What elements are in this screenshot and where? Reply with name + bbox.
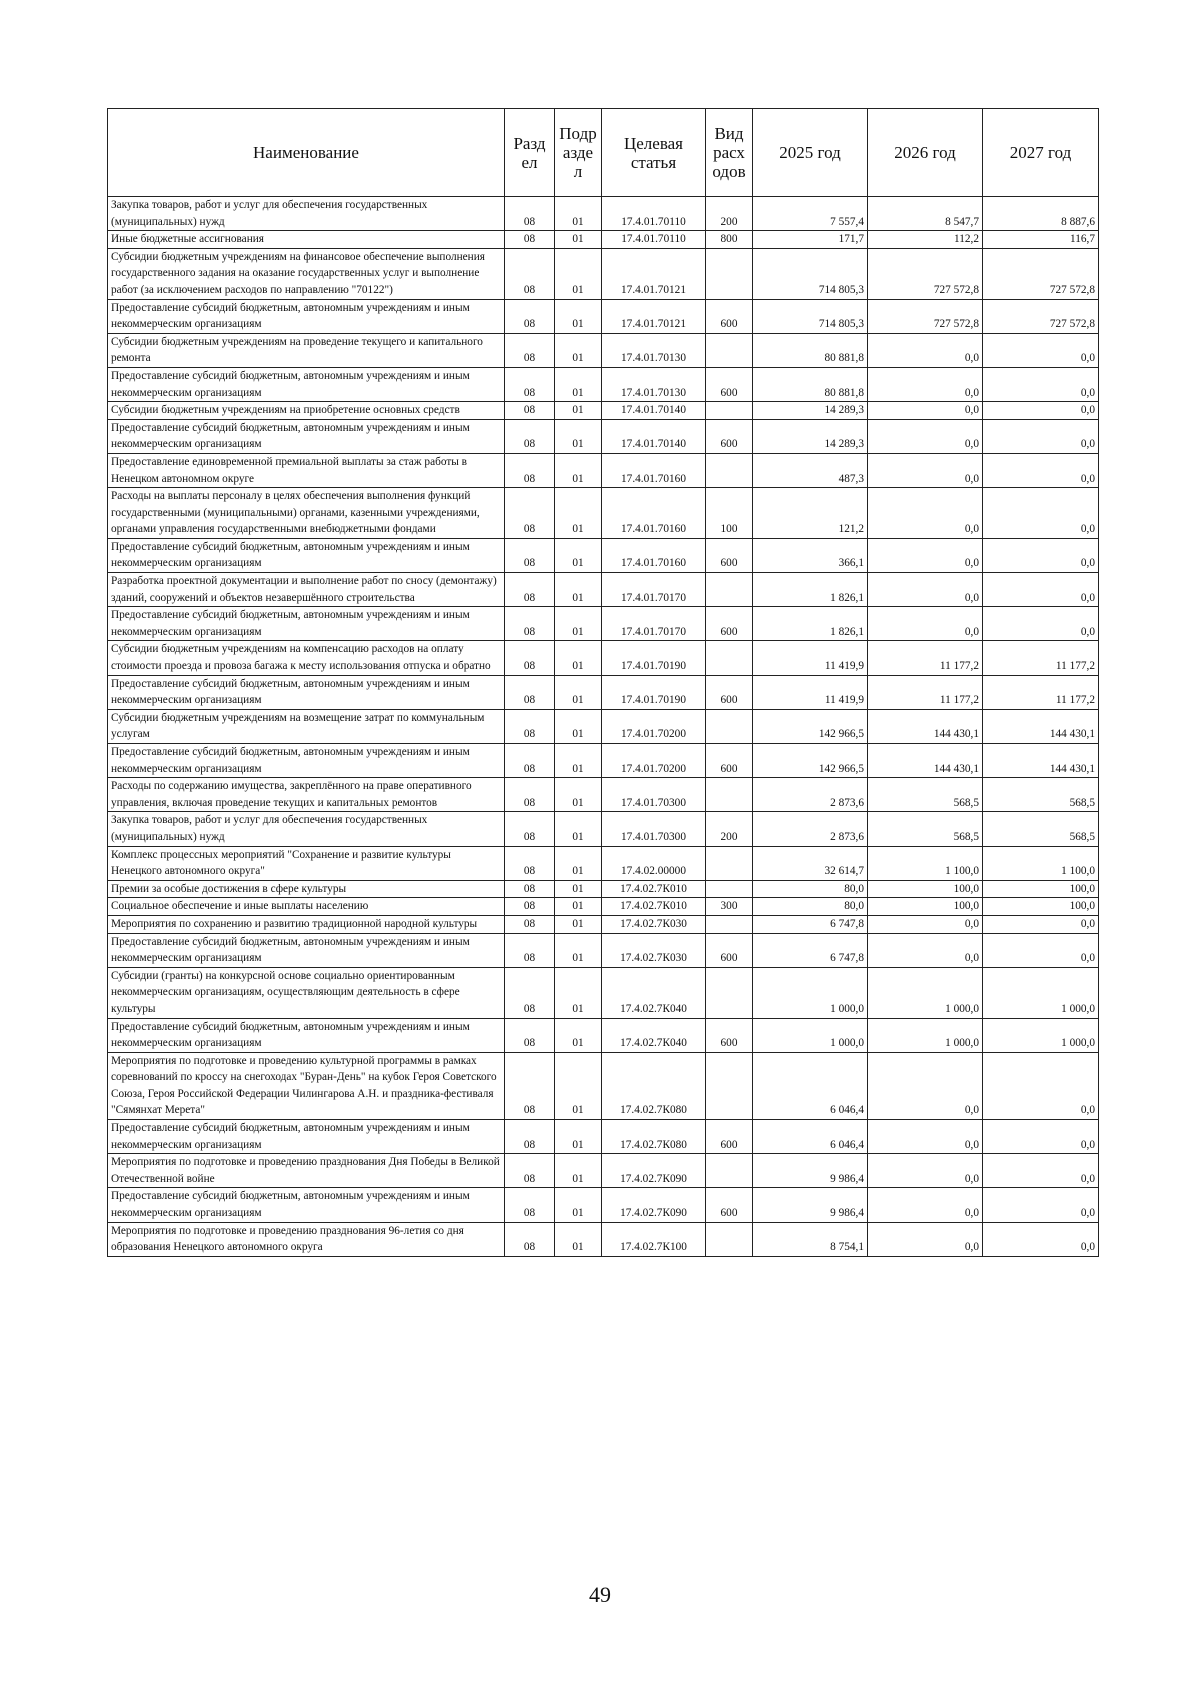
row-2025: 1 000,0: [753, 967, 868, 1018]
row-2025: 6 747,8: [753, 933, 868, 967]
row-2025: 366,1: [753, 538, 868, 572]
row-2027: 727 572,8: [983, 248, 1099, 299]
row-name: Субсидии бюджетным учреждениям на проведение текущего и капитального ремонта: [108, 333, 505, 367]
row-2027: 100,0: [983, 880, 1099, 898]
row-2025: 14 289,3: [753, 419, 868, 453]
row-2026: 0,0: [868, 488, 983, 539]
table-row: [108, 898, 1099, 916]
row-vid: 600: [706, 367, 753, 401]
row-vid: 600: [706, 419, 753, 453]
row-podrazdel: 01: [555, 846, 602, 880]
row-article: 17.4.01.70110: [602, 231, 706, 249]
row-article: 17.4.01.70160: [602, 453, 706, 487]
row-article: 17.4.01.70130: [602, 367, 706, 401]
row-name: Предоставление субсидий бюджетным, автономным учреждениям и иным некоммерческим организациям: [108, 1120, 505, 1154]
row-razdel: 08: [505, 812, 555, 846]
row-2027: 0,0: [983, 1052, 1099, 1119]
row-podrazdel: 01: [555, 709, 602, 743]
row-article: 17.4.01.70140: [602, 419, 706, 453]
row-2027: 0,0: [983, 915, 1099, 933]
table-row: [108, 299, 1099, 333]
table-row: [108, 367, 1099, 401]
row-article: 17.4.01.70140: [602, 402, 706, 420]
row-2027: 0,0: [983, 1222, 1099, 1256]
row-article: 17.4.01.70300: [602, 778, 706, 812]
table-row: [108, 709, 1099, 743]
row-razdel: 08: [505, 778, 555, 812]
row-vid: 600: [706, 299, 753, 333]
row-podrazdel: 01: [555, 402, 602, 420]
row-article: 17.4.02.00000: [602, 846, 706, 880]
row-name: Социальное обеспечение и иные выплаты населению: [108, 898, 505, 916]
row-name: Предоставление субсидий бюджетным, автономным учреждениям и иным некоммерческим организациям: [108, 1018, 505, 1052]
row-podrazdel: 01: [555, 299, 602, 333]
row-podrazdel: 01: [555, 1052, 602, 1119]
row-article: 17.4.01.70200: [602, 709, 706, 743]
row-razdel: 08: [505, 1154, 555, 1188]
row-article: 17.4.01.70300: [602, 812, 706, 846]
row-2025: 80 881,8: [753, 367, 868, 401]
row-2025: 714 805,3: [753, 248, 868, 299]
table-row: [108, 419, 1099, 453]
row-razdel: 08: [505, 607, 555, 641]
row-vid: 800: [706, 231, 753, 249]
row-vid: [706, 880, 753, 898]
row-vid: [706, 709, 753, 743]
row-2026: 0,0: [868, 1154, 983, 1188]
row-2025: 11 419,9: [753, 641, 868, 675]
row-podrazdel: 01: [555, 197, 602, 231]
row-name: Предоставление субсидий бюджетным, автономным учреждениям и иным некоммерческим организациям: [108, 419, 505, 453]
row-name: Закупка товаров, работ и услуг для обеспечения государственных (муниципальных) нужд: [108, 197, 505, 231]
table-row: [108, 231, 1099, 249]
row-name: Предоставление субсидий бюджетным, автономным учреждениям и иным некоммерческим организациям: [108, 675, 505, 709]
row-vid: [706, 573, 753, 607]
row-razdel: 08: [505, 248, 555, 299]
row-2027: 1 000,0: [983, 967, 1099, 1018]
row-razdel: 08: [505, 1222, 555, 1256]
table-row: [108, 744, 1099, 778]
row-razdel: 08: [505, 1188, 555, 1222]
row-podrazdel: 01: [555, 915, 602, 933]
row-razdel: 08: [505, 538, 555, 572]
row-2027: 8 887,6: [983, 197, 1099, 231]
row-2025: 80 881,8: [753, 333, 868, 367]
table-row: [108, 1018, 1099, 1052]
row-podrazdel: 01: [555, 488, 602, 539]
row-name: Разработка проектной документации и выполнение работ по сносу (демонтажу) зданий, сооружений и объектов незавершённого строительства: [108, 573, 505, 607]
row-2026: 0,0: [868, 1188, 983, 1222]
row-razdel: 08: [505, 846, 555, 880]
table-row: [108, 1052, 1099, 1119]
table-body: [108, 197, 1099, 1257]
row-razdel: 08: [505, 1018, 555, 1052]
row-article: 17.4.01.70121: [602, 248, 706, 299]
row-razdel: 08: [505, 367, 555, 401]
row-article: 17.4.01.70170: [602, 607, 706, 641]
row-2025: 142 966,5: [753, 744, 868, 778]
row-podrazdel: 01: [555, 1222, 602, 1256]
row-name: Предоставление единовременной премиальной выплаты за стаж работы в Ненецком автономном округе: [108, 453, 505, 487]
row-2026: 0,0: [868, 1120, 983, 1154]
row-vid: 600: [706, 538, 753, 572]
row-article: 17.4.02.7К080: [602, 1052, 706, 1119]
header-vid: Вид расх одов: [706, 109, 753, 197]
row-2027: 0,0: [983, 333, 1099, 367]
table-row: [108, 812, 1099, 846]
row-article: 17.4.02.7К030: [602, 933, 706, 967]
table-row: [108, 197, 1099, 231]
table-row: [108, 488, 1099, 539]
row-article: 17.4.01.70200: [602, 744, 706, 778]
row-razdel: 08: [505, 573, 555, 607]
row-article: 17.4.01.70130: [602, 333, 706, 367]
row-2027: 144 430,1: [983, 709, 1099, 743]
row-razdel: 08: [505, 641, 555, 675]
row-2026: 0,0: [868, 933, 983, 967]
row-razdel: 08: [505, 333, 555, 367]
row-vid: [706, 333, 753, 367]
table-header: [108, 109, 1099, 197]
row-2026: 568,5: [868, 812, 983, 846]
row-vid: [706, 778, 753, 812]
row-2027: 144 430,1: [983, 744, 1099, 778]
row-2027: 727 572,8: [983, 299, 1099, 333]
table-row: [108, 880, 1099, 898]
row-2025: 11 419,9: [753, 675, 868, 709]
row-2025: 1 000,0: [753, 1018, 868, 1052]
row-2026: 8 547,7: [868, 197, 983, 231]
row-2027: 1 100,0: [983, 846, 1099, 880]
row-podrazdel: 01: [555, 538, 602, 572]
row-article: 17.4.01.70160: [602, 538, 706, 572]
header-article: Целевая статья: [602, 109, 706, 197]
row-name: Субсидии (гранты) на конкурсной основе социально ориентированным некоммерческим организациям, осуществляющим деятельность в сфере культуры: [108, 967, 505, 1018]
row-2026: 100,0: [868, 880, 983, 898]
row-article: 17.4.02.7К100: [602, 1222, 706, 1256]
header-podrazdel: Подр азде л: [555, 109, 602, 197]
row-vid: 600: [706, 744, 753, 778]
row-article: 17.4.02.7К010: [602, 898, 706, 916]
row-name: Закупка товаров, работ и услуг для обеспечения государственных (муниципальных) нужд: [108, 812, 505, 846]
row-vid: [706, 453, 753, 487]
row-2027: 0,0: [983, 402, 1099, 420]
row-2027: 0,0: [983, 488, 1099, 539]
table-row: [108, 675, 1099, 709]
row-podrazdel: 01: [555, 675, 602, 709]
row-razdel: 08: [505, 880, 555, 898]
row-name: Субсидии бюджетным учреждениям на компенсацию расходов на оплату стоимости проезда и провоза багажа к месту использования отпуска и обратно: [108, 641, 505, 675]
table-row: [108, 641, 1099, 675]
row-2026: 11 177,2: [868, 641, 983, 675]
row-razdel: 08: [505, 709, 555, 743]
row-name: Предоставление субсидий бюджетным, автономным учреждениям и иным некоммерческим организациям: [108, 933, 505, 967]
row-2027: 0,0: [983, 607, 1099, 641]
table-row: [108, 933, 1099, 967]
row-2027: 116,7: [983, 231, 1099, 249]
row-podrazdel: 01: [555, 641, 602, 675]
header-2025: 2025 год: [753, 109, 868, 197]
row-2025: 8 754,1: [753, 1222, 868, 1256]
table-row: [108, 778, 1099, 812]
row-razdel: 08: [505, 898, 555, 916]
table-row: [108, 248, 1099, 299]
row-2025: 9 986,4: [753, 1188, 868, 1222]
row-podrazdel: 01: [555, 1188, 602, 1222]
row-2025: 7 557,4: [753, 197, 868, 231]
row-article: 17.4.01.70121: [602, 299, 706, 333]
row-article: 17.4.01.70190: [602, 675, 706, 709]
table-row: [108, 967, 1099, 1018]
row-article: 17.4.01.70170: [602, 573, 706, 607]
row-2025: 6 046,4: [753, 1052, 868, 1119]
row-podrazdel: 01: [555, 367, 602, 401]
row-podrazdel: 01: [555, 607, 602, 641]
row-razdel: 08: [505, 744, 555, 778]
row-vid: [706, 967, 753, 1018]
row-vid: 100: [706, 488, 753, 539]
row-2025: 80,0: [753, 898, 868, 916]
table-row: [108, 453, 1099, 487]
row-name: Мероприятия по сохранению и развитию традиционной народной культуры: [108, 915, 505, 933]
row-vid: [706, 1154, 753, 1188]
row-razdel: 08: [505, 488, 555, 539]
table-row: [108, 1222, 1099, 1256]
row-article: 17.4.02.7К080: [602, 1120, 706, 1154]
row-name: Предоставление субсидий бюджетным, автономным учреждениям и иным некоммерческим организациям: [108, 1188, 505, 1222]
row-2026: 727 572,8: [868, 299, 983, 333]
row-vid: 600: [706, 607, 753, 641]
row-vid: [706, 248, 753, 299]
row-podrazdel: 01: [555, 898, 602, 916]
row-2027: 11 177,2: [983, 641, 1099, 675]
row-article: 17.4.02.7К040: [602, 967, 706, 1018]
header-2026: 2026 год: [868, 109, 983, 197]
row-article: 17.4.01.70160: [602, 488, 706, 539]
row-razdel: 08: [505, 933, 555, 967]
row-2027: 568,5: [983, 812, 1099, 846]
row-razdel: 08: [505, 675, 555, 709]
row-2025: 1 826,1: [753, 607, 868, 641]
row-vid: [706, 915, 753, 933]
row-2025: 487,3: [753, 453, 868, 487]
row-name: Предоставление субсидий бюджетным, автономным учреждениям и иным некоммерческим организациям: [108, 299, 505, 333]
row-razdel: 08: [505, 1120, 555, 1154]
header-name: Наименование: [108, 109, 505, 197]
row-2027: 0,0: [983, 1188, 1099, 1222]
row-name: Иные бюджетные ассигнования: [108, 231, 505, 249]
row-2026: 11 177,2: [868, 675, 983, 709]
row-2025: 6 046,4: [753, 1120, 868, 1154]
row-2026: 727 572,8: [868, 248, 983, 299]
row-2027: 1 000,0: [983, 1018, 1099, 1052]
row-2027: 100,0: [983, 898, 1099, 916]
row-name: Субсидии бюджетным учреждениям на возмещение затрат по коммунальным услугам: [108, 709, 505, 743]
row-2026: 1 000,0: [868, 967, 983, 1018]
row-2027: 568,5: [983, 778, 1099, 812]
row-podrazdel: 01: [555, 231, 602, 249]
row-2025: 1 826,1: [753, 573, 868, 607]
row-article: 17.4.02.7К040: [602, 1018, 706, 1052]
table-row: [108, 1154, 1099, 1188]
row-2027: 0,0: [983, 1120, 1099, 1154]
table-row: [108, 573, 1099, 607]
row-podrazdel: 01: [555, 573, 602, 607]
row-vid: [706, 1222, 753, 1256]
row-2026: 568,5: [868, 778, 983, 812]
row-2026: 0,0: [868, 333, 983, 367]
row-2025: 6 747,8: [753, 915, 868, 933]
row-article: 17.4.01.70190: [602, 641, 706, 675]
row-name: Премии за особые достижения в сфере культуры: [108, 880, 505, 898]
row-2026: 144 430,1: [868, 709, 983, 743]
table-row: [108, 1120, 1099, 1154]
row-razdel: 08: [505, 967, 555, 1018]
row-podrazdel: 01: [555, 248, 602, 299]
row-2026: 1 100,0: [868, 846, 983, 880]
row-2027: 0,0: [983, 419, 1099, 453]
row-vid: 200: [706, 812, 753, 846]
row-name: Расходы на выплаты персоналу в целях обеспечения выполнения функций государственными (муниципальными) органами, казенными учреждениями, органами управления государственными внебюджетными фондами: [108, 488, 505, 539]
row-podrazdel: 01: [555, 1018, 602, 1052]
row-2025: 2 873,6: [753, 778, 868, 812]
row-podrazdel: 01: [555, 453, 602, 487]
row-2027: 0,0: [983, 367, 1099, 401]
table-row: [108, 607, 1099, 641]
row-vid: [706, 641, 753, 675]
row-name: Мероприятия по подготовке и проведению культурной программы в рамках соревнований по кроссу на снегоходах "Буран-День" на кубок Героя Советского Союза, Героя Российской Федерации Чилингарова А.Н. и праздника-фестиваля "Сямянхат Мерета": [108, 1052, 505, 1119]
row-vid: 600: [706, 1120, 753, 1154]
table-row: [108, 333, 1099, 367]
row-2025: 32 614,7: [753, 846, 868, 880]
row-razdel: 08: [505, 419, 555, 453]
row-article: 17.4.01.70110: [602, 197, 706, 231]
row-2026: 100,0: [868, 898, 983, 916]
row-2026: 0,0: [868, 367, 983, 401]
row-name: Мероприятия по подготовке и проведению празднования 96-летия со дня образования Ненецкого автономного округа: [108, 1222, 505, 1256]
row-podrazdel: 01: [555, 778, 602, 812]
row-vid: [706, 846, 753, 880]
table-row: [108, 538, 1099, 572]
row-vid: 600: [706, 675, 753, 709]
table-row: [108, 1188, 1099, 1222]
row-podrazdel: 01: [555, 880, 602, 898]
header-2027: 2027 год: [983, 109, 1099, 197]
row-razdel: 08: [505, 231, 555, 249]
row-2026: 0,0: [868, 419, 983, 453]
header-row: [108, 109, 1099, 197]
row-razdel: 08: [505, 915, 555, 933]
row-name: Предоставление субсидий бюджетным, автономным учреждениям и иным некоммерческим организациям: [108, 607, 505, 641]
row-vid: 600: [706, 933, 753, 967]
row-2026: 0,0: [868, 1052, 983, 1119]
budget-table: [107, 108, 1099, 1257]
row-2027: 0,0: [983, 453, 1099, 487]
row-2027: 0,0: [983, 573, 1099, 607]
row-2026: 112,2: [868, 231, 983, 249]
row-name: Предоставление субсидий бюджетным, автономным учреждениям и иным некоммерческим организациям: [108, 744, 505, 778]
row-vid: 200: [706, 197, 753, 231]
row-podrazdel: 01: [555, 419, 602, 453]
table-row: [108, 915, 1099, 933]
row-podrazdel: 01: [555, 1154, 602, 1188]
row-name: Расходы по содержанию имущества, закреплённого на праве оперативного управления, включая проведение текущих и капитальных ремонтов: [108, 778, 505, 812]
row-name: Мероприятия по подготовке и проведению празднования Дня Победы в Великой Отечественной войне: [108, 1154, 505, 1188]
header-razdel: Разд ел: [505, 109, 555, 197]
row-2026: 0,0: [868, 402, 983, 420]
row-name: Комплекс процессных мероприятий "Сохранение и развитие культуры Ненецкого автономного округа": [108, 846, 505, 880]
row-article: 17.4.02.7К090: [602, 1188, 706, 1222]
row-2025: 714 805,3: [753, 299, 868, 333]
row-name: Предоставление субсидий бюджетным, автономным учреждениям и иным некоммерческим организациям: [108, 538, 505, 572]
row-2025: 9 986,4: [753, 1154, 868, 1188]
row-2027: 0,0: [983, 1154, 1099, 1188]
row-2027: 0,0: [983, 933, 1099, 967]
row-2025: 14 289,3: [753, 402, 868, 420]
row-vid: 600: [706, 1188, 753, 1222]
row-article: 17.4.02.7К030: [602, 915, 706, 933]
row-2025: 142 966,5: [753, 709, 868, 743]
row-razdel: 08: [505, 299, 555, 333]
row-2025: 171,7: [753, 231, 868, 249]
row-2026: 1 000,0: [868, 1018, 983, 1052]
row-razdel: 08: [505, 1052, 555, 1119]
row-2027: 11 177,2: [983, 675, 1099, 709]
row-podrazdel: 01: [555, 1120, 602, 1154]
row-2026: 0,0: [868, 607, 983, 641]
row-name: Предоставление субсидий бюджетным, автономным учреждениям и иным некоммерческим организациям: [108, 367, 505, 401]
row-name: Субсидии бюджетным учреждениям на финансовое обеспечение выполнения государственного задания на оказание государственных услуг и выполнение работ (за исключением расходов по направлению "70122"): [108, 248, 505, 299]
row-2026: 0,0: [868, 573, 983, 607]
row-razdel: 08: [505, 402, 555, 420]
row-vid: 300: [706, 898, 753, 916]
row-2025: 2 873,6: [753, 812, 868, 846]
row-podrazdel: 01: [555, 812, 602, 846]
row-2027: 0,0: [983, 538, 1099, 572]
row-article: 17.4.02.7К010: [602, 880, 706, 898]
table-row: [108, 846, 1099, 880]
row-2026: 0,0: [868, 538, 983, 572]
row-podrazdel: 01: [555, 333, 602, 367]
row-razdel: 08: [505, 197, 555, 231]
row-2026: 144 430,1: [868, 744, 983, 778]
row-podrazdel: 01: [555, 967, 602, 1018]
row-vid: [706, 1052, 753, 1119]
row-2026: 0,0: [868, 915, 983, 933]
row-vid: 600: [706, 1018, 753, 1052]
row-2026: 0,0: [868, 453, 983, 487]
row-2025: 80,0: [753, 880, 868, 898]
row-2025: 121,2: [753, 488, 868, 539]
row-article: 17.4.02.7К090: [602, 1154, 706, 1188]
row-razdel: 08: [505, 453, 555, 487]
row-vid: [706, 402, 753, 420]
page-number: 49: [589, 1582, 611, 1607]
row-podrazdel: 01: [555, 744, 602, 778]
row-podrazdel: 01: [555, 933, 602, 967]
row-name: Субсидии бюджетным учреждениям на приобретение основных средств: [108, 402, 505, 420]
row-2026: 0,0: [868, 1222, 983, 1256]
table-row: [108, 402, 1099, 420]
